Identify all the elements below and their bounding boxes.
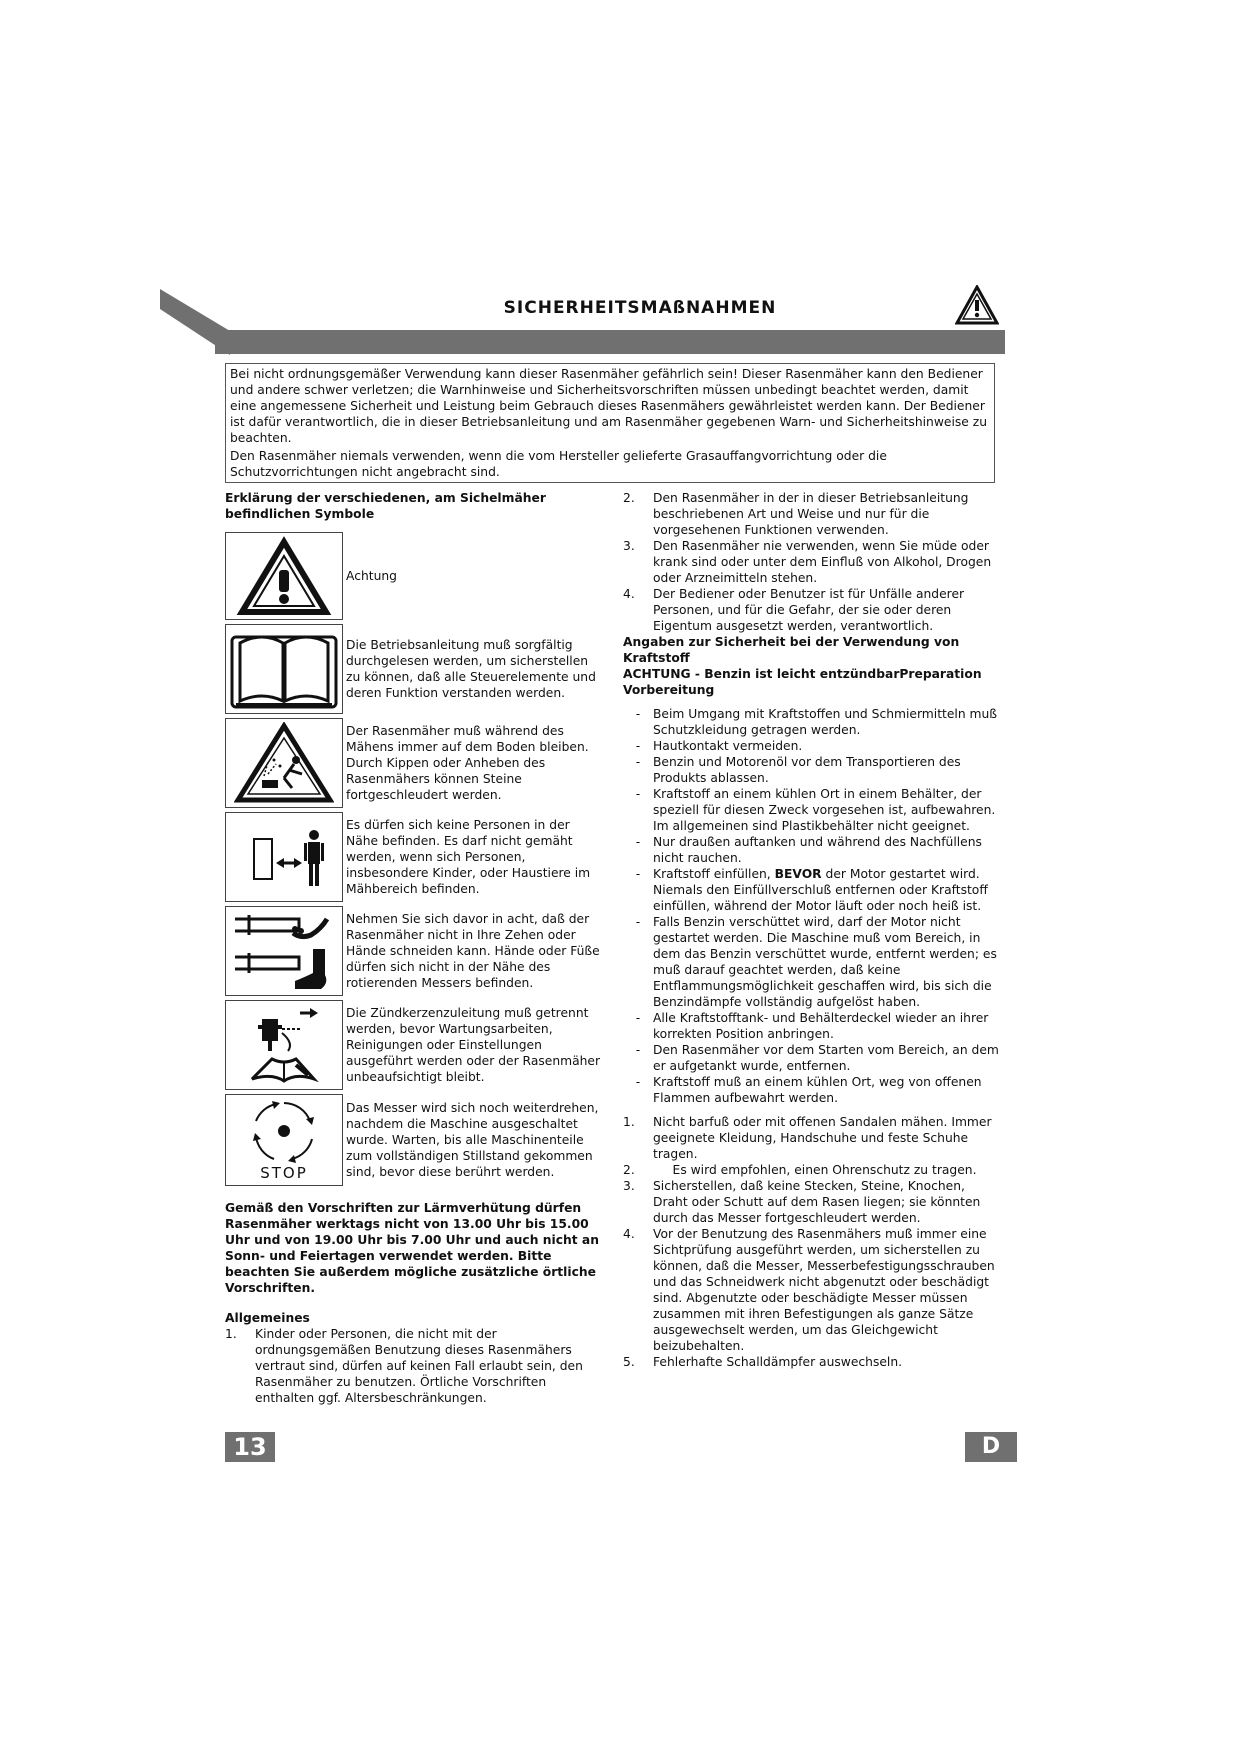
list-text: Kraftstoff muß an einem kühlen Ort, weg von offenen Flammen aufbewahrt werden.: [653, 1075, 982, 1105]
blade-hand-foot-icon: [229, 909, 339, 993]
list-number: 3.: [623, 1179, 635, 1193]
intro-box: [225, 363, 995, 483]
spacer: [225, 1296, 605, 1310]
list-text: Fehlerhafte Schalldämpfer auswechseln.: [653, 1355, 903, 1369]
fill-emphasis: BEVOR: [774, 867, 822, 881]
list-number: 2.: [623, 1163, 635, 1177]
list-text: Falls Benzin verschüttet wird, darf der Motor nicht gestartet werden. Die Maschine muß vom Bereich, in dem das Benzin verschüttet wurde, entfernt werden; es muß darauf geachtet werden, daß keine Entflammungsmöglichkeit geschaffen wird, bis sich die Benzindämpfe vollständig aufgelöst haben.: [653, 915, 997, 1009]
list-item: - Benzin und Motorenöl vor dem Transportieren des Produkts ablassen.: [623, 754, 1003, 786]
list-item: - Hautkontakt vermeiden.: [635, 739, 803, 753]
list-item: - Den Rasenmäher vor dem Starten vom Bereich, an dem er aufgetankt wurde, entfernen.: [623, 1042, 1003, 1074]
fill-text: der Motor gestartet wird. Niemals den Einfüllverschluß entfernen oder Kraftstoff einfüllen, während der Motor läuft oder noch heiß ist.: [653, 867, 988, 913]
symbol-box: [225, 906, 343, 996]
symbol-row: [225, 1094, 605, 1186]
warning-triangle-icon: [955, 285, 999, 325]
symbol-box: [225, 624, 343, 714]
thrown-objects-icon: [234, 722, 334, 804]
list-text: Kraftstoff an einem kühlen Ort in einem Behälter, der speziell für diesen Zweck vorgesehen ist, aufbewahren. Im allgemeinen sind Plastikbehälter nicht geeignet.: [653, 787, 996, 833]
language-badge: D: [965, 1432, 1017, 1462]
list-item: [623, 1162, 1003, 1178]
stop-label: STOP: [260, 1164, 308, 1182]
symbol-row: [225, 906, 605, 996]
keep-distance-icon: [234, 817, 334, 897]
warning-triangle-icon: [234, 536, 334, 616]
list-text: Alle Kraftstofftank- und Behälterdeckel wieder an ihrer korrekten Position anbringen.: [653, 1011, 989, 1041]
list-text: Vor der Benutzung des Rasenmähers muß immer eine Sichtprüfung ausgeführt werden, um sicherstellen zu können, daß die Messer, Messerbefestigungsschrauben und das Schneidwerk nicht abgenutzt oder beschädigt sind. Abgenutzte oder beschädigte Messer müssen zusammen mit ihren Befestigungen als ganze Sätze ausgewechselt werden, um das Gleichgewicht beizubehalten.: [653, 1227, 995, 1353]
symbol-text: Nehmen Sie sich davor in acht, daß der Rasenmäher nicht in Ihre Zehen oder Hände schneiden kann. Hände oder Füße dürfen sich nicht in der Nähe des rotierenden Messers befinden.: [346, 912, 600, 990]
general-heading: Allgemeines: [225, 1311, 310, 1325]
symbol-box: [225, 812, 343, 902]
list-text: Benzin und Motorenöl vor dem Transportieren des Produkts ablassen.: [653, 755, 961, 785]
preparation-heading: Vorbereitung: [623, 683, 715, 697]
list-text: Den Rasenmäher in der in dieser Betriebsanleitung beschriebenen Art und Weise und nur für die vorgesehenen Funktionen verwenden.: [653, 491, 969, 537]
right-column: [623, 490, 1003, 1370]
symbol-text: Der Rasenmäher muß während des Mähens immer auf dem Boden bleiben. Durch Kippen oder Anheben des Rasenmähers können Steine fortgeschleudert werden.: [346, 724, 589, 802]
list-text: Beim Umgang mit Kraftstoffen und Schmiermitteln muß Schutzkleidung getragen werden.: [653, 707, 998, 737]
symbols-heading: Erklärung der verschiedenen, am Sichelmäher befindlichen Symbole: [225, 491, 546, 521]
list-item: - Beim Umgang mit Kraftstoffen und Schmiermitteln muß Schutzkleidung getragen werden.: [623, 706, 1003, 738]
list-item: [623, 1114, 1003, 1162]
list-item: - Kraftstoff muß an einem kühlen Ort, weg von offenen Flammen aufbewahrt werden.: [623, 1074, 1003, 1106]
list-number: 1.: [225, 1327, 237, 1341]
page-title: SICHERHEITSMAßNAHMEN: [503, 298, 777, 318]
list-item: [623, 586, 1003, 634]
list-text: Kinder oder Personen, die nicht mit der ordnungsgemäßen Benutzung dieses Rasenmähers vertraut sind, dürfen auf keinen Fall erlaubt sein, den Rasenmäher zu benutzen. Örtliche Vorschriften enthalten ggf. Altersbeschränkungen.: [255, 1327, 583, 1405]
symbol-box: [225, 1000, 343, 1090]
list-text: Nicht barfuß oder mit offenen Sandalen mähen. Immer geeignete Kleidung, Handschuhe und feste Schuhe tragen.: [653, 1115, 992, 1161]
symbol-text: Achtung: [346, 569, 397, 583]
list-text: Den Rasenmäher nie verwenden, wenn Sie müde oder krank sind oder unter dem Einfluß von Alkohol, Drogen oder Arzneimitteln stehen.: [653, 539, 992, 585]
spark-plug-icon: [234, 1003, 334, 1087]
list-number: 1.: [623, 1115, 635, 1129]
intro-paragraph: Den Rasenmäher niemals verwenden, wenn die vom Hersteller gelieferte Grasauffangvorrichtung oder die Schutzvorrichtungen nicht angebracht sind.: [230, 449, 887, 479]
intro-paragraph: Bei nicht ordnungsgemäßer Verwendung kann dieser Rasenmäher gefährlich sein! Dieser Rasenmäher kann den Bediener und andere schwer verletzen; die Warnhinweise und Sicherheitsvorschriften müssen unbedingt beachtet werden, damit eine angemessene Sicherheit und Leistung beim Gebrauch dieses Rasenmähers gewährleistet werden kann. Der Bediener ist dafür verantwortlich, die in dieser Betriebsanleitung und am Rasenmäher gegebenen Warn- und Sicherheitshinweise zu beachten.: [230, 367, 988, 445]
list-item: [623, 538, 1003, 586]
symbol-box: [225, 532, 343, 620]
symbol-row: [225, 1000, 605, 1090]
list-text: Den Rasenmäher vor dem Starten vom Bereich, an dem er aufgetankt wurde, entfernen.: [653, 1043, 999, 1073]
list-number: 2.: [623, 491, 635, 505]
fuel-heading: Angaben zur Sicherheit bei der Verwendung von Kraftstoff: [623, 635, 960, 665]
list-text: Sicherstellen, daß keine Stecken, Steine, Knochen, Draht oder Schutt auf dem Rasen liegen; sie könnten durch das Messer fortgeschleudert werden.: [653, 1179, 981, 1225]
symbol-row: [225, 624, 605, 714]
list-item: - Kraftstoff einfüllen, BEVOR der Motor gestartet wird. Niemals den Einfüllverschluß entfernen oder Kraftstoff einfüllen, während der Motor läuft oder noch heiß ist.: [623, 866, 1003, 914]
list-number: 5.: [623, 1355, 635, 1369]
list-number: 3.: [623, 539, 635, 553]
list-item: [623, 490, 1003, 538]
list-item: [623, 1354, 1003, 1370]
blade-stop-icon: [244, 1099, 324, 1165]
symbol-text: Die Betriebsanleitung muß sorgfältig durchgelesen werden, um sicherstellen zu können, daß alle Steuerelemente und deren Funktion verstanden werden.: [346, 638, 596, 700]
manual-book-icon: [228, 627, 340, 711]
list-number: 4.: [623, 1227, 635, 1241]
symbol-text: Das Messer wird sich noch weiterdrehen, nachdem die Maschine ausgeschaltet wurde. Warten, bis alle Maschinenteile zum vollständigen Stillstand gekommen sind, bevor diese berührt werden.: [346, 1101, 599, 1179]
list-item: - Alle Kraftstofftank- und Behälterdeckel wieder an ihrer korrekten Position anbringen.: [623, 1010, 1003, 1042]
list-text: Hautkontakt vermeiden.: [653, 739, 803, 753]
list-item: [623, 1226, 1003, 1354]
list-text: Es wird empfohlen, einen Ohrenschutz zu tragen.: [653, 1163, 977, 1177]
list-item: - Nur draußen auftanken und während des Nachfüllens nicht rauchen.: [623, 834, 1003, 866]
symbol-row: [225, 532, 605, 620]
fuel-warning: ACHTUNG - Benzin ist leicht entzündbarPreparation: [623, 667, 982, 681]
header-band: [215, 330, 1005, 354]
list-item: - Falls Benzin verschüttet wird, darf der Motor nicht gestartet werden. Die Maschine muß vom Bereich, in dem das Benzin verschüttet wurde, entfernt werden; es muß darauf geachtet werden, daß keine Entflammungsmöglichkeit geschaffen wird, bis sich die Benzindämpfe vollständig aufgelöst haben.: [623, 914, 1003, 1010]
symbol-text: Die Zündkerzenzuleitung muß getrennt werden, bevor Wartungsarbeiten, Reinigungen oder Einstellungen ausgeführt werden oder der Rasenmäher unbeaufsichtigt bleibt.: [346, 1006, 601, 1084]
list-item: [623, 1178, 1003, 1226]
list-item: [225, 1326, 605, 1406]
list-text: Der Bediener oder Benutzer ist für Unfälle anderer Personen, und für die Gefahr, der sie oder deren Eigentum ausgesetzt werden, verantwortlich.: [653, 587, 965, 633]
list-number: 4.: [623, 587, 635, 601]
symbol-box: [225, 718, 343, 808]
list-text: [653, 866, 1003, 914]
noise-regulation: Gemäß den Vorschriften zur Lärmverhütung dürfen Rasenmäher werktags nicht von 13.00 Uhr bis 15.00 Uhr und von 19.00 Uhr bis 7.00 Uhr und auch nicht an Sonn- und Feiertagen verwendet werden. Bitte beachten Sie außerdem mögliche zusätzliche örtliche Vorschriften.: [225, 1201, 599, 1295]
page-number: 13: [225, 1432, 275, 1462]
symbol-box: [225, 1094, 343, 1186]
list-text: Nur draußen auftanken und während des Nachfüllens nicht rauchen.: [653, 835, 982, 865]
spacer: [623, 1106, 1003, 1114]
symbol-row: [225, 812, 605, 902]
left-column: [225, 490, 605, 1406]
list-item: - Kraftstoff an einem kühlen Ort in einem Behälter, der speziell für diesen Zweck vorgesehen ist, aufbewahren. Im allgemeinen sind Plastikbehälter nicht geeignet.: [623, 786, 1003, 834]
fill-text: Kraftstoff einfüllen,: [653, 867, 775, 881]
spacer: [225, 1190, 605, 1200]
symbol-text: Es dürfen sich keine Personen in der Nähe befinden. Es darf nicht gemäht werden, wenn sich Personen, insbesondere Kinder, oder Haustiere im Mähbereich befinden.: [346, 818, 591, 896]
symbol-row: [225, 718, 605, 808]
